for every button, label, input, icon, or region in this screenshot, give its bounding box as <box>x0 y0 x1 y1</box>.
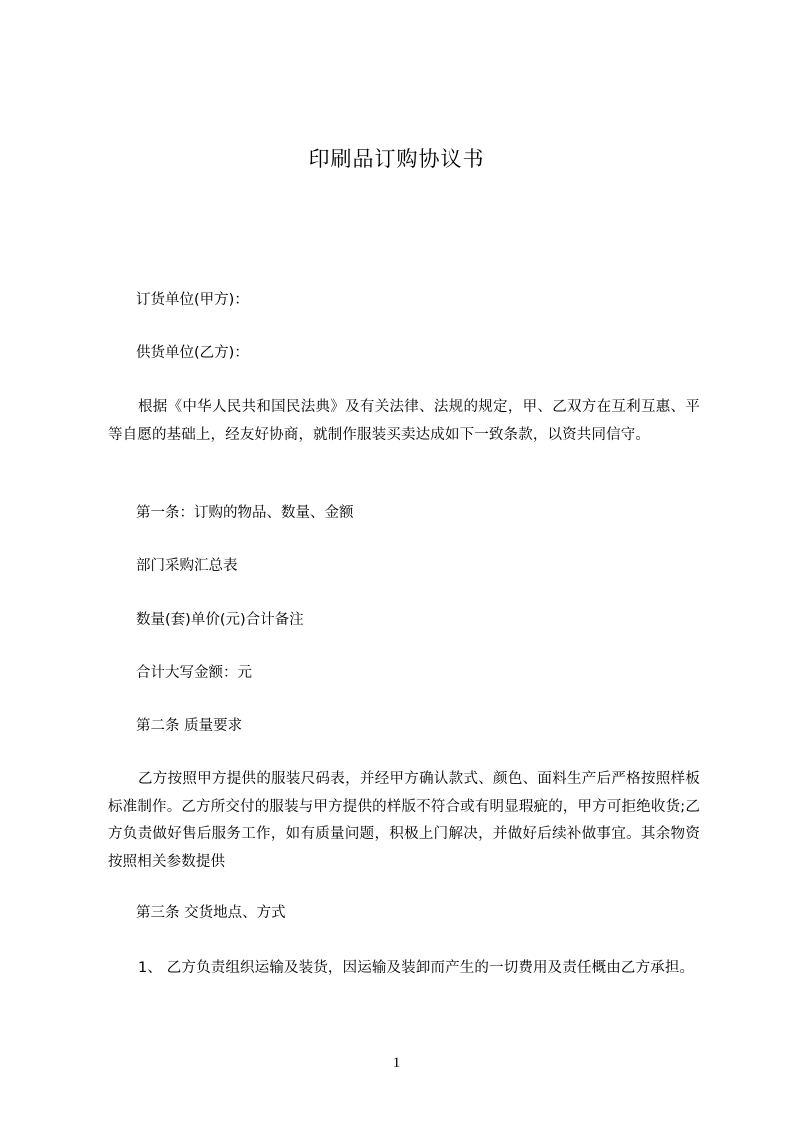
total-amount-line: 合计大写金额：元 <box>136 665 252 681</box>
table-columns-line: 数量(套)单价(元)合计备注 <box>136 612 304 628</box>
summary-table-title: 部门采购汇总表 <box>136 558 238 574</box>
page-number: 1 <box>392 1055 401 1071</box>
article-2-body: 乙方按照甲方提供的服装尺码表，并经甲方确认款式、颜色、面料生产后严格按照样板标准制作。乙方所交付的服装与甲方提供的样版不符合或有明显瑕疵的，甲方可拒绝收货;乙方负责做好售后服务工作，如有质量问题，积极上门解决，并做好后续补做事宜。其余物资按照相关参数提供 <box>108 771 700 870</box>
article-3-heading: 第三条 交货地点、方式 <box>136 905 286 921</box>
party-a-line: 订货单位(甲方)： <box>136 292 249 308</box>
article-3-item-1: 1、 乙方负责组织运输及装货，因运输及装卸而产生的一切费用及责任概由乙方承担。 <box>138 960 695 976</box>
article-2-heading: 第二条 质量要求 <box>136 718 243 734</box>
document-title: 印刷品订购协议书 <box>308 147 485 171</box>
article-1-heading: 第一条：订购的物品、数量、金额 <box>136 505 354 521</box>
preamble-paragraph: 根据《中华人民共和国民法典》及有关法律、法规的规定，甲、乙双方在互利互惠、平等自愿的基础上，经友好协商，就制作服装买卖达成如下一致条款，以资共同信守。 <box>108 399 700 443</box>
party-b-line: 供货单位(乙方)： <box>136 345 249 361</box>
